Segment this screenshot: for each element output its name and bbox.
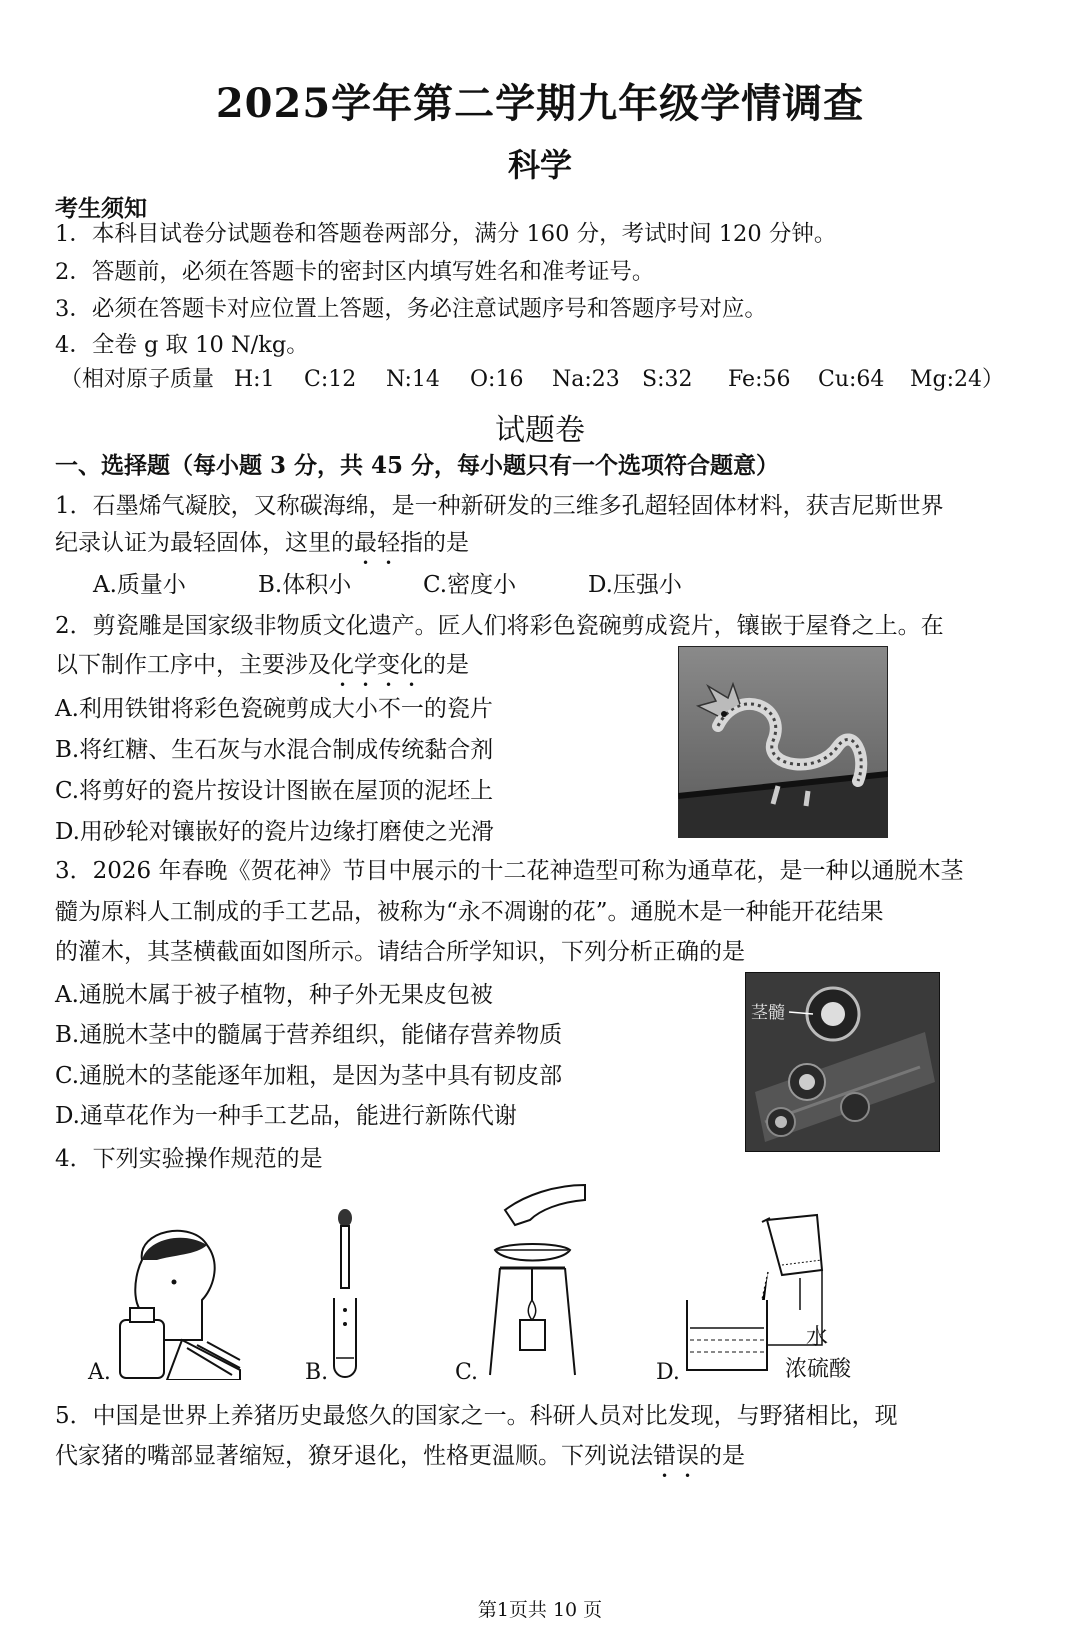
atomic-mass-fe: Fe:56 [728,367,791,392]
notice-item-1: 1．本科目试卷分试题卷和答题卷两部分，满分 160 分，考试时间 120 分钟。 [55,221,837,247]
notice-item-4: 4．全卷 g 取 10 N/kg。 [55,332,309,358]
q2-line-1: 2．剪瓷雕是国家级非物质文化遗产。匠人们将彩色瓷碗剪成瓷片，镶嵌于屋脊之上。在 [55,613,944,639]
q1-line-2: 纪录认证为最轻固体，这里的最轻指的是 [55,530,469,556]
atomic-mass-s: S:32 [642,367,693,392]
q2-option-c: C.将剪好的瓷片按设计图嵌在屋顶的泥坯上 [55,778,494,804]
q3-option-c: C.通脱木的茎能逐年加粗，是因为茎中具有韧皮部 [55,1063,563,1089]
figure-d-water-label: 水 [806,1325,829,1350]
q3-option-d: D.通草花作为一种手工艺品，能进行新陈代谢 [55,1103,517,1129]
q1-option-b: B.体积小 [258,572,352,598]
section-heading: 一、选择题（每小题 3 分，共 45 分，每小题只有一个选项符合题意） [55,452,780,479]
atomic-prefix: （相对原子质量 [60,367,215,392]
q1-option-a: A.质量小 [93,572,186,598]
q1-option-c: C.密度小 [423,572,517,598]
exam-title: 2025学年第二学期九年级学情调查 [215,80,865,127]
q2-option-d: D.用砂轮对镶嵌好的瓷片边缘打磨使之光滑 [55,819,494,845]
subject-title: 科学 [507,146,572,184]
stem-pith-label: 茎髓 [751,1003,785,1023]
notice-heading: 考生须知 [55,195,147,222]
q4-line: 4．下列实验操作规范的是 [55,1146,323,1172]
atomic-mass-c: C:12 [304,367,357,392]
q2-line-2: 以下制作工序中，主要涉及化学变化的是 [55,652,469,678]
atomic-mass-cu: Cu:64 [818,367,885,392]
figure-c-label: C. [455,1360,479,1385]
q3-line-3: 的灌木，其茎横截面如图所示。请结合所学知识，下列分析正确的是 [55,939,745,965]
page-footer: 第1页共 10 页 [477,1599,603,1621]
q1-options [93,566,753,599]
q2-option-b: B.将红糖、生石灰与水混合制成传统黏合剂 [55,737,494,763]
q1-option-d: D.压强小 [588,572,682,598]
atomic-masses [60,362,1040,393]
atomic-mass-na: Na:23 [552,367,620,392]
atomic-mass-h: H:1 [234,367,275,392]
stem-cross-section-image [745,972,940,1152]
notice-item-2: 2．答题前，必须在答题卡的密封区内填写姓名和准考证号。 [55,259,655,285]
q3-option-a: A.通脱木属于被子植物，种子外无果皮包被 [55,982,493,1008]
figure-a-label: A. [88,1360,111,1385]
q3-option-b: B.通脱木茎中的髓属于营养组织，能储存营养物质 [55,1022,563,1048]
figure-a-smelling [112,1220,242,1380]
notice-item-3: 3．必须在答题卡对应位置上答题，务必注意试题序号和答题序号对应。 [55,296,767,322]
figure-c-evaporation [475,1180,590,1380]
q5-line-1: 5．中国是世界上养猪历史最悠久的国家之一。科研人员对比发现，与野猪相比，现 [55,1403,898,1429]
atomic-mass-n: N:14 [386,367,440,392]
figure-d-label: D. [656,1360,680,1385]
paper-heading: 试题卷 [495,413,585,448]
q3-line-2: 髓为原料人工制成的手工艺品，被称为“永不凋谢的花”。通脱木是一种能开花结果 [55,899,884,925]
q1-line-1: 1．石墨烯气凝胶，又称碳海绵，是一种新研发的三维多孔超轻固体材料，获吉尼斯世界 [55,493,944,519]
q5-line-2: 代家猪的嘴部显著缩短，獠牙退化，性格更温顺。下列说法错误的是 [55,1443,745,1469]
figure-d-acid-label: 浓硫酸 [785,1357,852,1382]
figure-b-label: B. [305,1360,329,1385]
atomic-mass-o: O:16 [470,367,524,392]
dragon-sculpture-image [678,646,888,838]
atomic-mass-mg: Mg:24） [910,367,1005,392]
q3-line-1: 3．2026 年春晚《贺花神》节目中展示的十二花神造型可称为通草花，是一种以通脱木茎 [55,858,964,884]
figure-b-dropper [325,1208,365,1378]
q2-option-a: A.利用铁钳将彩色瓷碗剪成大小不一的瓷片 [55,696,493,722]
